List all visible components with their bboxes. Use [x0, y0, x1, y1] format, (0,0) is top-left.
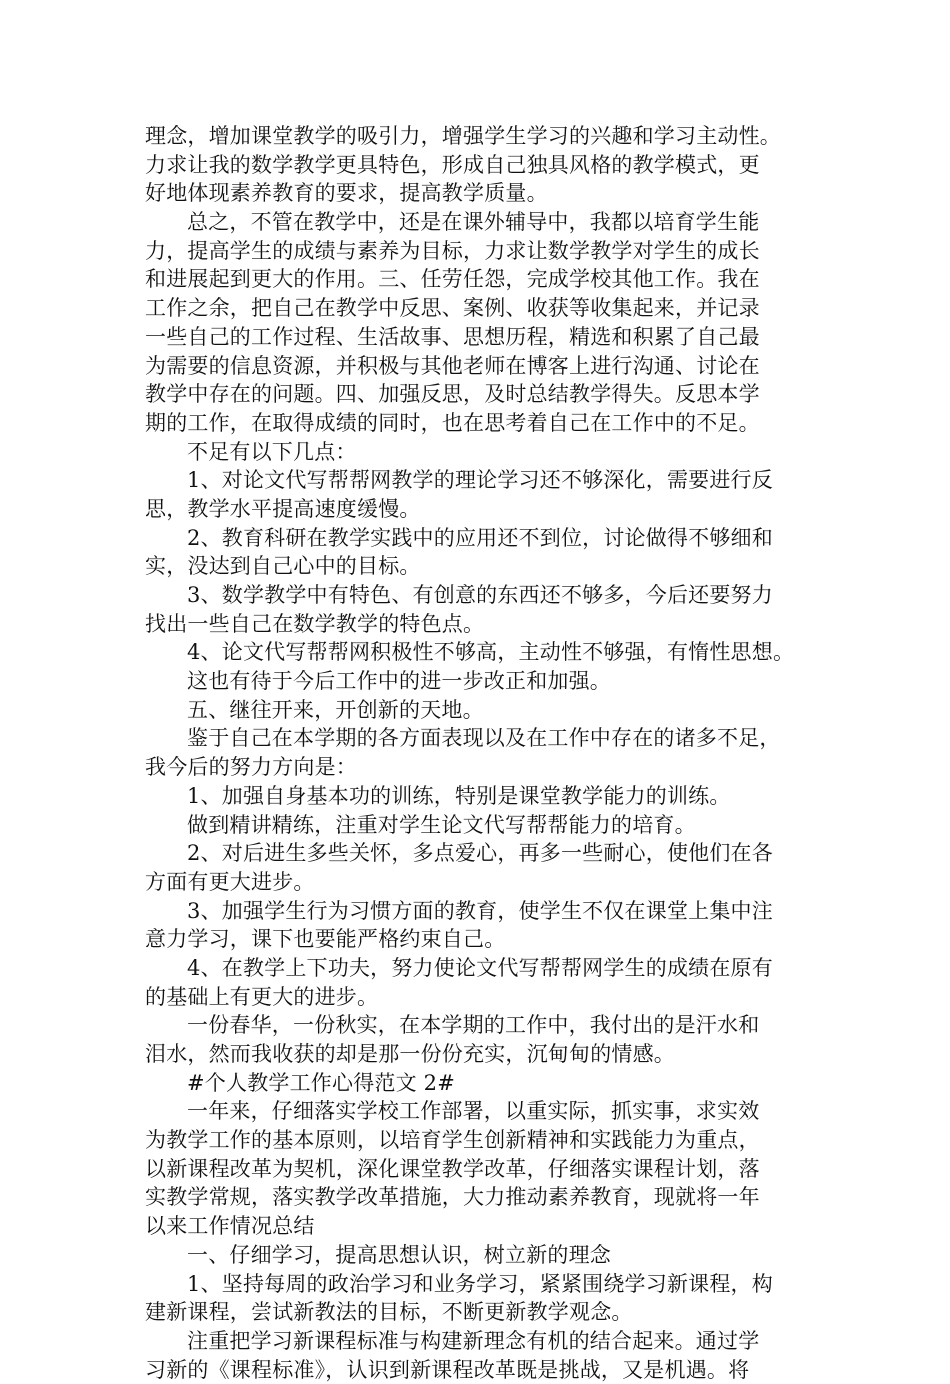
text-line: 五、继往开来，开创新的天地。: [187, 697, 484, 722]
text-line: 我今后的努力方向是：: [145, 755, 357, 780]
text-line: 2、教育科研在教学实践中的应用还不到位，讨论做得不够细和: [187, 525, 773, 550]
text-line: 以新课程改革为契机，深化课堂教学改革，仔细落实课程计划，落: [145, 1156, 760, 1181]
text-line: 总之，不管在教学中，还是在课外辅导中，我都以培育学生能: [187, 210, 760, 235]
text-line: 习新的《课程标准》，认识到新课程改革既是挑战，又是机遇。将: [145, 1357, 750, 1382]
text-line: 和进展起到更大的作用。三、任劳任怨，完成学校其他工作。我在: [145, 267, 760, 292]
text-line: 力求让我的数学教学更具特色，形成自己独具风格的教学模式，更: [145, 152, 760, 177]
text-line: 好地体现素养教育的要求，提高教学质量。: [145, 181, 548, 206]
text-line: 4、论文代写帮帮网积极性不够高，主动性不够强，有惰性思想。: [187, 640, 795, 665]
text-line: 的基础上有更大的进步。: [145, 984, 379, 1009]
document-body: [145, 122, 815, 1384]
text-line: 力，提高学生的成绩与素养为目标，力求让数学教学对学生的成长: [145, 238, 760, 263]
text-line: 一份春华，一份秋实，在本学期的工作中，我付出的是汗水和: [187, 1013, 760, 1038]
text-line: 思，教学水平提高速度缓慢。: [145, 496, 421, 521]
text-line: 一些自己的工作过程、生活故事、思想历程，精选和积累了自己最: [145, 324, 760, 349]
text-line: 1、对论文代写帮帮网教学的理论学习还不够深化，需要进行反: [187, 468, 773, 493]
text-line: 意力学习，课下也要能严格约束自己。: [145, 927, 506, 952]
text-line: 实教学常规，落实教学改革措施，大力推动素养教育，现就将一年: [145, 1185, 760, 1210]
text-line: 1、加强自身基本功的训练，特别是课堂教学能力的训练。: [187, 783, 731, 808]
text-line: 实，没达到自己心中的目标。: [145, 554, 421, 579]
text-line: 3、加强学生行为习惯方面的教育，使学生不仅在课堂上集中注: [187, 898, 773, 923]
text-line: 2、对后进生多些关怀，多点爱心，再多一些耐心，使他们在各: [187, 841, 773, 866]
text-line: 注重把学习新课程标准与构建新理念有机的结合起来。通过学: [187, 1328, 760, 1353]
text-line: 一、仔细学习，提高思想认识，树立新的理念: [187, 1242, 611, 1267]
text-line: 为教学工作的基本原则，以培育学生创新精神和实践能力为重点，: [145, 1128, 760, 1153]
text-line: 一年来，仔细落实学校工作部署，以重实际，抓实事，求实效: [187, 1099, 760, 1124]
text-line: 4、在教学上下功夫，努力使论文代写帮帮网学生的成绩在原有: [187, 955, 773, 980]
text-line: 为需要的信息资源，并积极与其他老师在博客上进行沟通、讨论在: [145, 353, 760, 378]
text-line: 3、数学教学中有特色、有创意的东西还不够多，今后还要努力: [187, 583, 773, 607]
text-line: 方面有更大进步。: [145, 869, 315, 894]
text-line: 理念，增加课堂教学的吸引力，增强学生学习的兴趣和学习主动性。: [145, 124, 781, 148]
text-line: #个人教学工作心得范文 2#: [187, 1070, 456, 1095]
text-line: 期的工作，在取得成绩的同时，也在思考着自己在工作中的不足。: [145, 410, 760, 435]
text-line: 工作之余，把自己在教学中反思、案例、收获等收集起来，并记录: [145, 296, 760, 321]
text-line: 鉴于自己在本学期的各方面表现以及在工作中存在的诸多不足，: [187, 726, 781, 751]
text-line: 做到精讲精练，注重对学生论文代写帮帮能力的培育。: [187, 812, 696, 837]
text-line: 建新课程，尝试新教法的目标，不断更新教学观念。: [145, 1300, 633, 1325]
text-line: 找出一些自己在数学教学的特色点。: [145, 611, 485, 636]
text-line: 以来工作情况总结: [145, 1214, 315, 1239]
text-line: 不足有以下几点：: [187, 439, 357, 464]
text-line: 1、坚持每周的政治学习和业务学习，紧紧围绕学习新课程，构: [187, 1271, 773, 1296]
text-line: 这也有待于今后工作中的进一步改正和加强。: [187, 669, 611, 694]
text-line: 泪水，然而我收获的却是那一份份充实，沉甸甸的情感。: [145, 1042, 675, 1066]
text-line: 教学中存在的问题。四、加强反思，及时总结教学得失。反思本学: [145, 382, 760, 407]
